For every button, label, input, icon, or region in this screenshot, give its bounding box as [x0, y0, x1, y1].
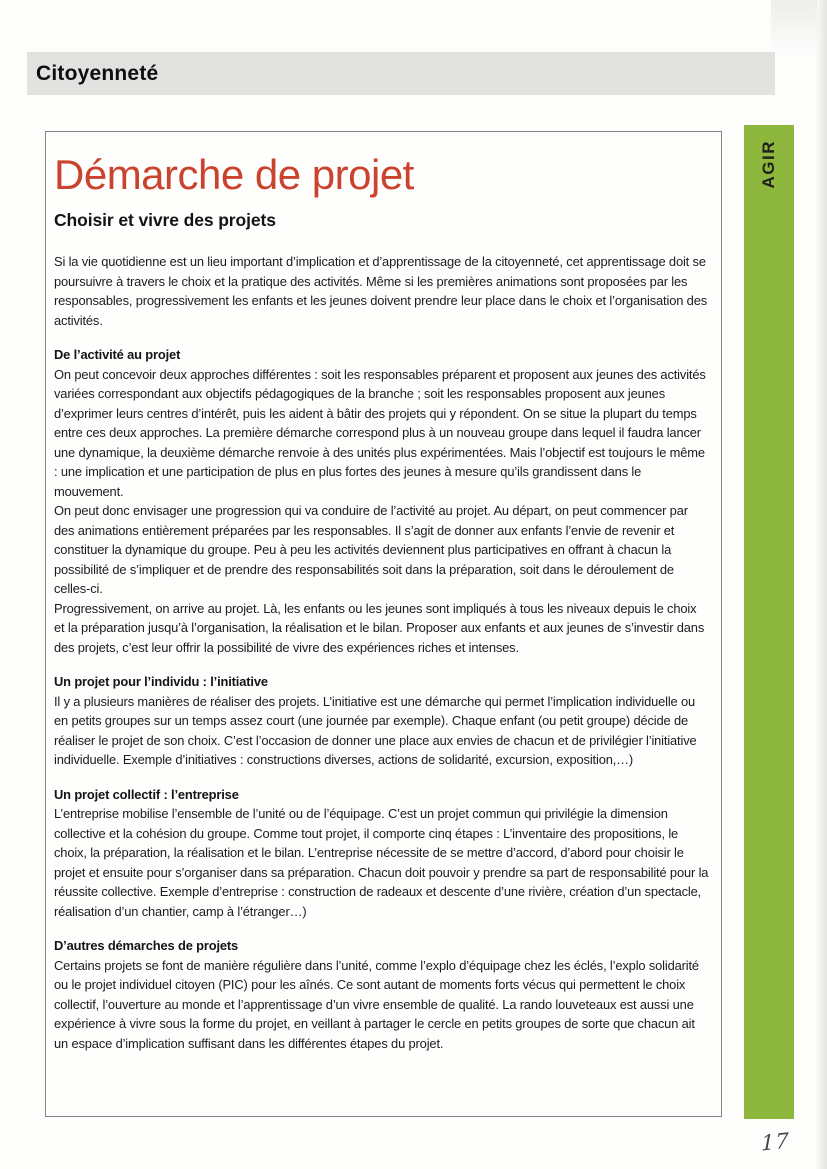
section-heading: De l’activité au projet: [54, 347, 181, 363]
article-title: Démarche de projet: [54, 151, 414, 198]
side-tab-agir: [744, 125, 794, 1119]
article-subtitle: Choisir et vivre des projets: [54, 210, 276, 231]
section-projet-collectif-entreprise: [54, 785, 709, 922]
category-header-bar: [27, 52, 775, 95]
side-tab-label: AGIR: [759, 140, 778, 189]
section-paragraph: Progressivement, on arrive au projet. Là, les enfants ou les jeunes sont impliqués à tous les niveaux depuis le choix et la préparation jusqu’à l’organisation, la réalisation et le bilan. Proposer aux enfants et aux jeunes de s’investir dans des projets, c’est leur offrir la possibilité de vivre des expériences riches et intenses.: [54, 600, 705, 655]
section-de-l-activite-au-projet: [54, 345, 709, 657]
article-frame: [45, 131, 722, 1117]
section-paragraph: On peut concevoir deux approches différentes : soit les responsables préparent et proposent aux jeunes des activités variées correspondant aux objectifs pédagogiques de la branche ; soit les responsables proposent aux jeunes d’exprimer leurs centres d’intérêt, puis les aident à bâtir des projets qui y répondent. On se situe la plupart du temps entre ces deux approches. La première démarche correspond plus à un nouveau groupe dans lequel il faudra lancer une dynamique, la deuxième démarche renvoie à des unités plus expérimentées. Mais l’objectif est toujours le même : une implication et une participation de plus en plus fortes des jeunes à mesure qu’ils grandissent dans le mouvement.: [54, 366, 706, 499]
section-paragraph: Il y a plusieurs manières de réaliser des projets. L’initiative est une démarche qui permet l’implication individuelle ou en petits groupes sur un temps assez court (une journée par exemple). Chaque enfant (ou petit groupe) décide de réaliser le projet de son choix. C’est l’occasion de donner une place aux envies de chacun et de privilégier l’initiative individuelle. Exemple d’initiatives : constructions diverses, actions de solidarité, excursion, exposition,…): [54, 693, 697, 768]
article-intro: Si la vie quotidienne est un lieu important d’implication et d’apprentissage de la citoyenneté, cet apprentissage doit se poursuivre à travers le choix et la pratique des activités. Même si les premières animations sont proposées par les responsables, progressivement les enfants et les jeunes doivent prendre leur place dans le choix et l’organisation des activités.: [54, 254, 708, 328]
section-paragraph: Certains projets se font de manière régulière dans l’unité, comme l’explo d’équipage chez les éclés, l’explo solidarité ou le projet individuel citoyen (PIC) pour les aînés. Ce sont autant de moments forts vécus qui permettent le choix collectif, l’ouverture au monde et l’apprentissage d’un vivre ensemble de qualité. La rando louveteaux est aussi une expérience à vivre sous la forme du projet, en veillant à partager le cercle en petits groupes de sorte que chacun ait un espace d’implication suffisant dans les différentes étapes du projet.: [54, 957, 699, 1051]
section-heading: Un projet collectif : l’entreprise: [54, 786, 239, 802]
section-heading: D’autres démarches de projets: [54, 938, 239, 954]
section-paragraph: On peut donc envisager une progression qui va conduire de l’activité au projet. Au départ, on peut commencer par des animations entièrement préparées par les responsables. Il s’agit de donner aux enfants l’envie de revenir et constituer la dynamique du groupe. Peu à peu les activités deviennent plus participatives en offrant à chacun la possibilité de s’impliquer et de prendre des responsabilités soit dans la préparation, soit dans le déroulement de celles-ci.: [54, 503, 688, 597]
section-autres-demarches: [54, 936, 709, 1053]
category-header-label: Citoyenneté: [36, 61, 159, 85]
section-projet-individu-initiative: [54, 672, 709, 770]
scan-corner-artifact: [771, 0, 817, 54]
section-paragraph: L’entreprise mobilise l’ensemble de l’unité ou de l’équipage. C’est un projet commun qui privilégie la dimension collective et la cohésion du groupe. Comme tout projet, il comporte cinq étapes : L’inventaire des propositions, le choix, la préparation, la réalisation et le bilan. L’entreprise nécessite de se mettre d’accord, d’abord pour choisir le projet et ensuite pour s’organiser dans sa préparation. Chacun doit pouvoir y prendre sa part de responsabilité pour la réussite collective. Exemple d’entreprise : construction de radeaux et descente d’une rivière, création d’un spectacle, réalisation d’un chantier, camp à l’étranger…): [54, 806, 709, 919]
scan-edge-artifact: [815, 0, 827, 1169]
page-number: 17: [761, 1128, 790, 1156]
section-heading: Un projet pour l’individu : l’initiative: [54, 674, 268, 690]
